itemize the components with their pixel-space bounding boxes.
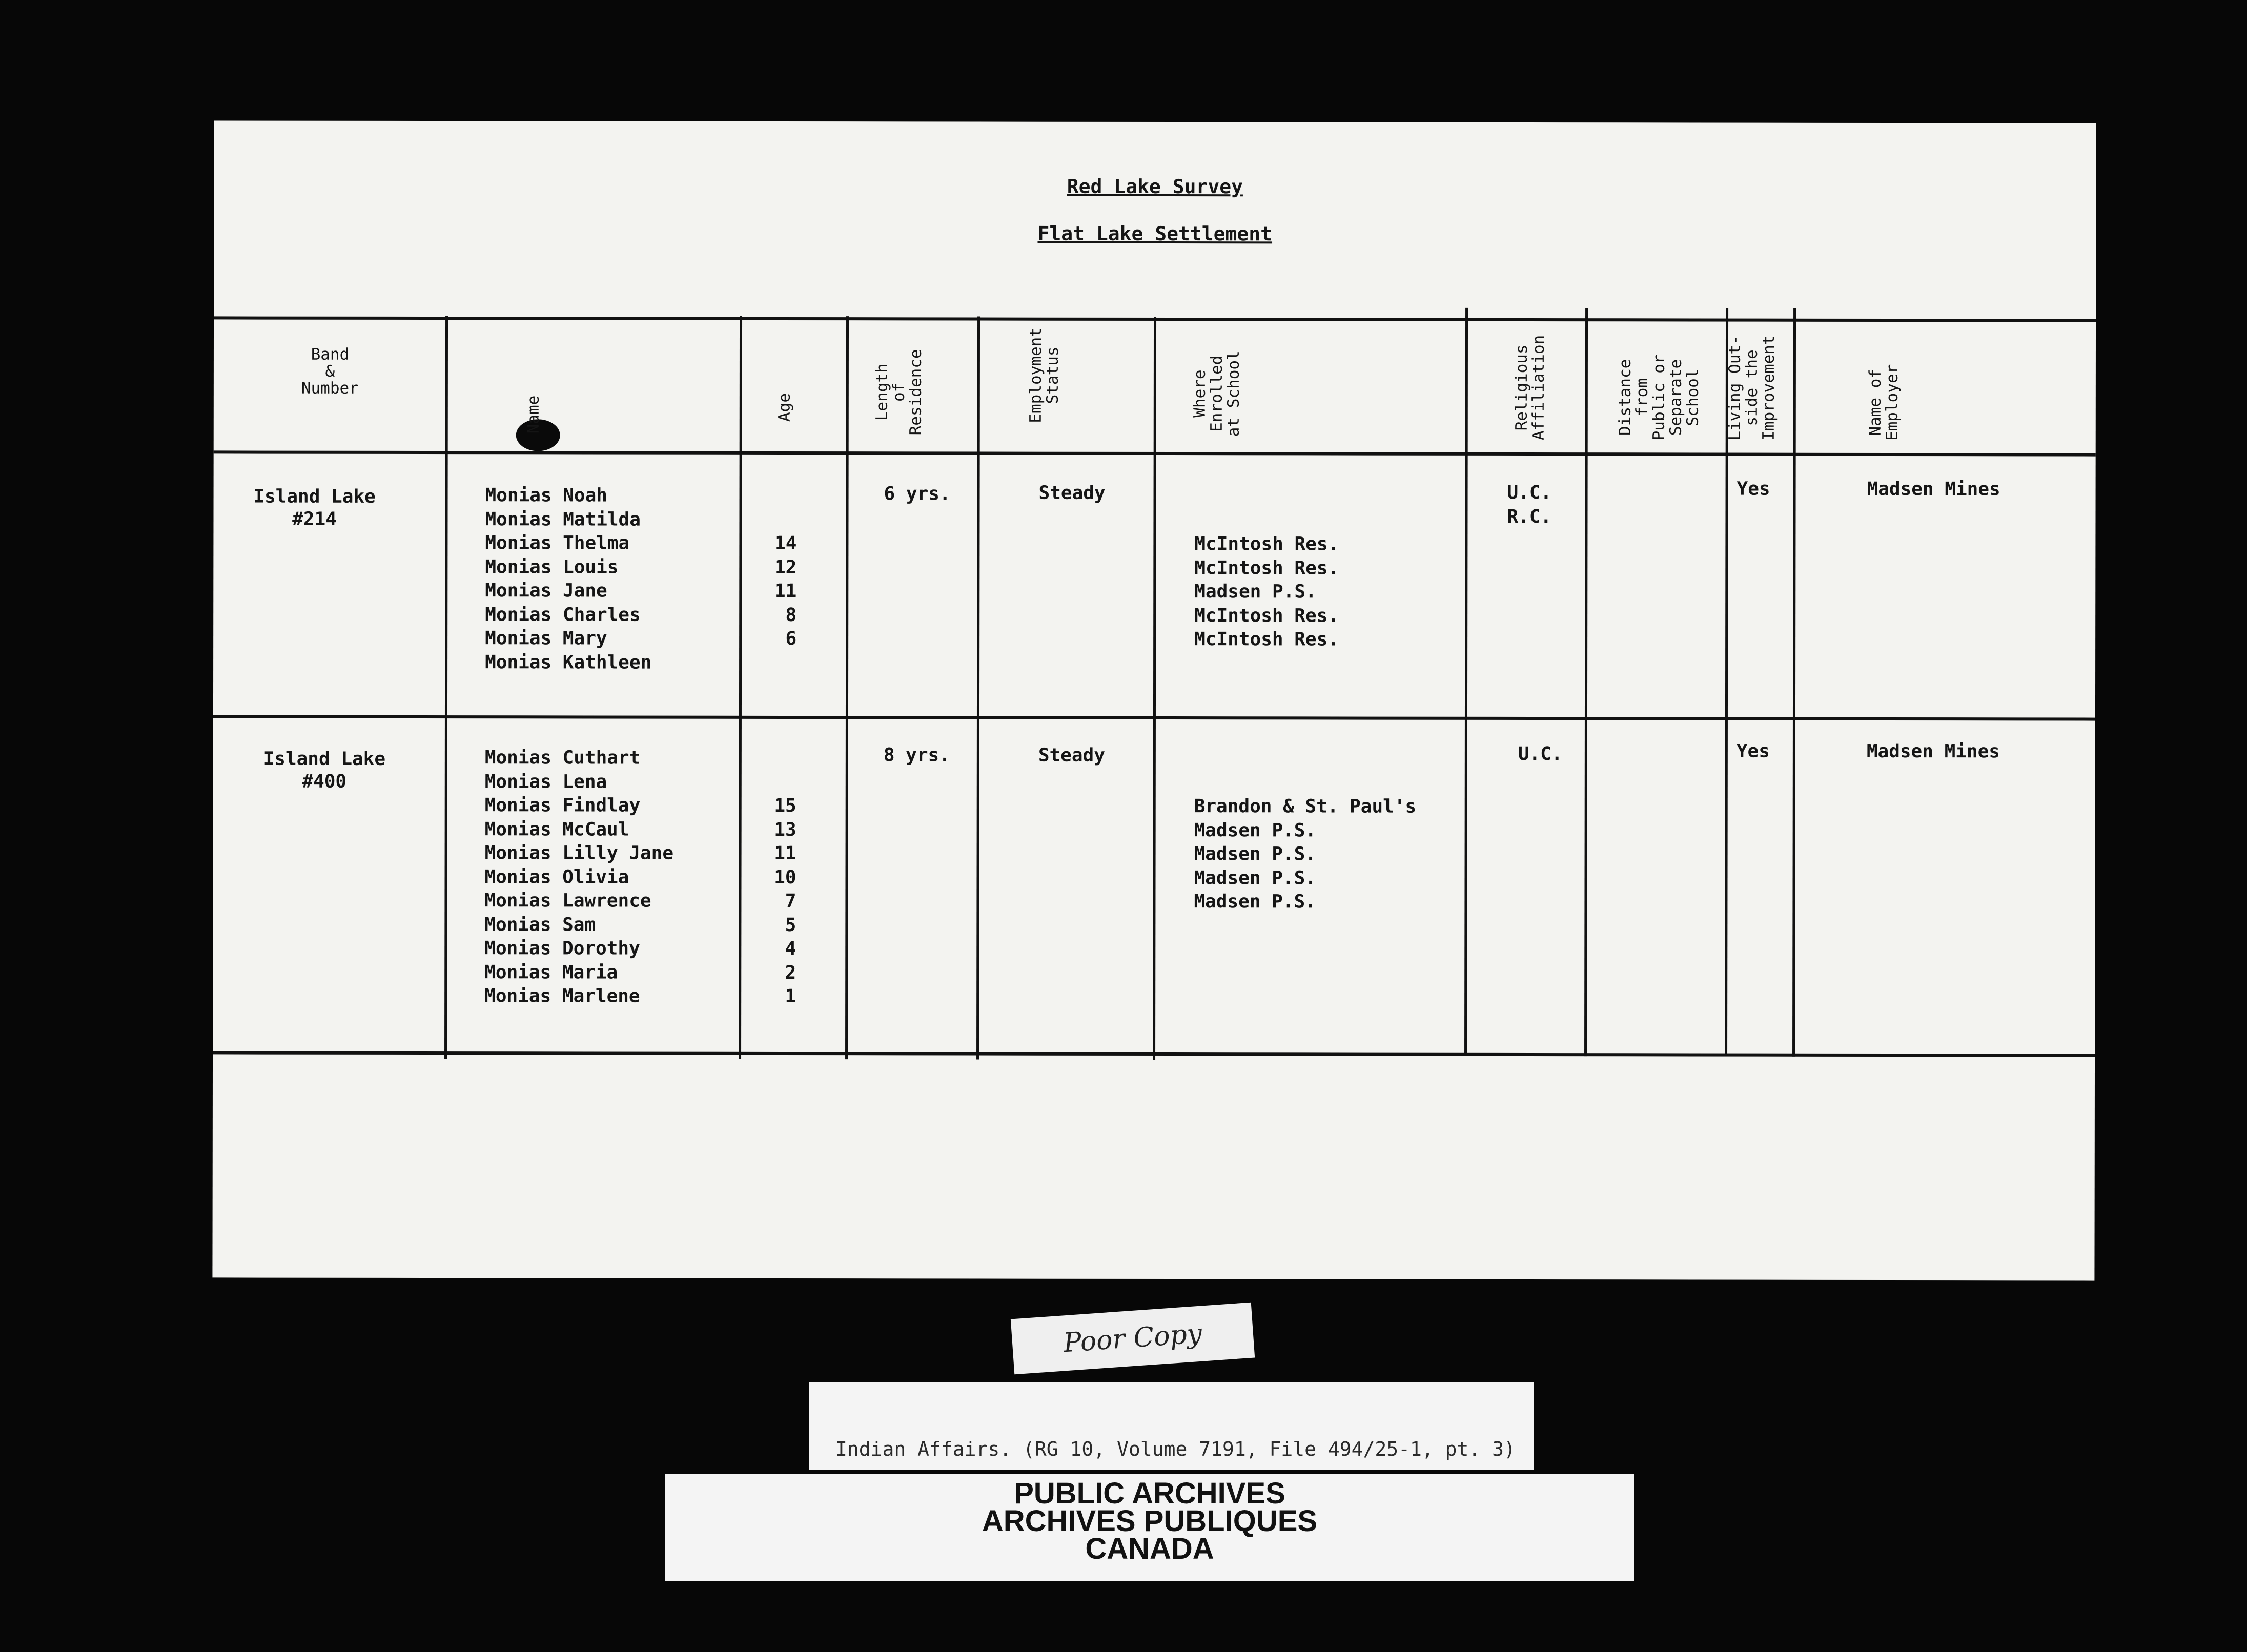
poor-copy-note: Poor Copy <box>1011 1303 1255 1375</box>
names-list: Monias Noah Monias Matilda Monias Thelma Monias Louis Monias Jane Monias Charles Monias Mary Monias Kathleen <box>485 485 652 673</box>
col-header-name: Name <box>524 395 543 434</box>
column-rule <box>1792 308 1796 1057</box>
archives-line-2: ARCHIVES PUBLIQUES <box>982 1504 1318 1538</box>
residence-length: 8 yrs. <box>883 745 950 766</box>
column-rule <box>976 317 980 1060</box>
col-header-school: Where Enrolled at School <box>1190 350 1243 437</box>
school-list: Brandon & St. Paul's Madsen P.S. Madsen P.S. Madsen P.S. Madsen P.S. <box>1194 748 1417 913</box>
archives-label-upper <box>809 1382 1534 1470</box>
religion: U.C. <box>1518 743 1563 765</box>
survey-subtitle: Flat Lake Settlement <box>1037 222 1273 245</box>
employment-status: Steady <box>1038 745 1105 766</box>
col-header-band: Band & Number <box>301 345 359 398</box>
archives-line-3: CANADA <box>1085 1532 1214 1565</box>
column-rule <box>444 316 448 1059</box>
religion: U.C. R.C. <box>1507 482 1552 527</box>
school-list: McIntosh Res. McIntosh Res. Madsen P.S. McIntosh Res. McIntosh Res. <box>1194 486 1339 650</box>
living-outside: Yes <box>1737 478 1770 500</box>
employment-status: Steady <box>1038 482 1106 504</box>
employer: Madsen Mines <box>1867 478 2000 500</box>
col-header-residence: Length of Residence <box>872 349 925 436</box>
column-rule <box>1153 317 1156 1060</box>
survey-title: Red Lake Survey <box>1067 175 1243 198</box>
col-header-employer: Name of Employer <box>1866 364 1902 441</box>
living-outside: Yes <box>1736 740 1770 762</box>
col-header-living: Living Out- side the Improvement <box>1725 335 1778 441</box>
ages-list: 15 13 11 10 7 5 4 2 1 <box>774 748 796 1007</box>
band-number: Island Lake #400 <box>263 748 386 792</box>
archives-line-1: PUBLIC ARCHIVES <box>1014 1477 1285 1510</box>
employer: Madsen Mines <box>1866 740 2000 762</box>
survey-sheet <box>212 120 2096 1280</box>
column-rule <box>1464 308 1468 1056</box>
col-header-employment: Employment Status <box>1026 327 1062 423</box>
names-list: Monias Cuthart Monias Lena Monias Findlay Monias McCaul Monias Lilly Jane Monias Olivia Monias Lawrence Monias Sam Monias Dorothy Monias Maria Monias Marlene <box>484 747 674 1007</box>
col-header-religion: Religious Affiliation <box>1512 335 1548 441</box>
residence-length: 6 yrs. <box>884 483 951 505</box>
column-rule <box>845 316 849 1059</box>
archives-stamp <box>665 1477 1634 1565</box>
band-number: Island Lake #214 <box>253 486 376 530</box>
ages-list: 14 12 11 8 6 <box>774 485 797 650</box>
col-header-distance: Distance from Public or Separate School <box>1616 354 1702 441</box>
column-rule <box>1584 308 1588 1056</box>
archive-reference: Indian Affairs. (RG 10, Volume 7191, File 494/25-1, pt. 3) <box>835 1438 1516 1460</box>
col-header-age: Age <box>775 393 794 422</box>
column-rule <box>739 316 742 1059</box>
